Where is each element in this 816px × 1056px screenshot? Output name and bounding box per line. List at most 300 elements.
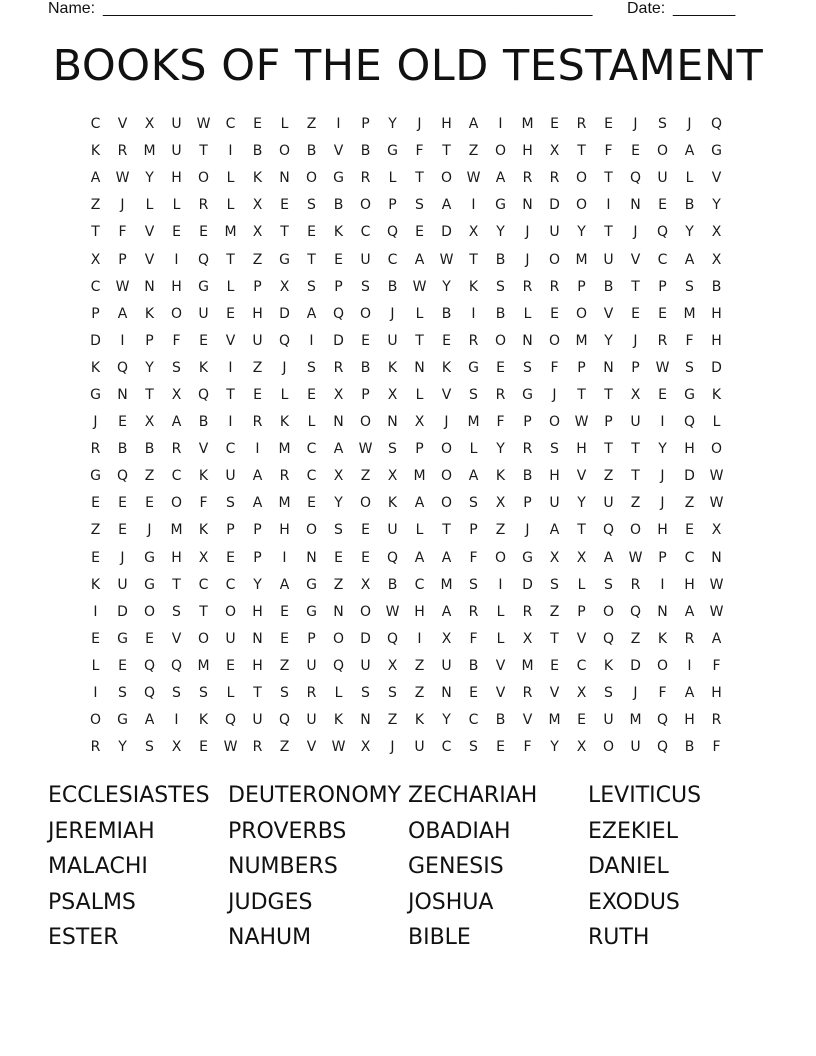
grid-letter: K	[90, 359, 101, 376]
grid-letter: O	[278, 143, 291, 160]
grid-letter: Z	[414, 657, 425, 674]
grid-letter: M	[521, 116, 534, 133]
grid-letter: E	[199, 332, 208, 349]
grid-letter: L	[469, 441, 478, 458]
grid-letter: A	[684, 603, 695, 620]
grid-letter: J	[633, 332, 638, 349]
grid-letter: L	[415, 522, 424, 539]
grid-letter: O	[359, 197, 372, 214]
grid-letter: D	[522, 576, 533, 593]
grid-letter: C	[468, 712, 479, 729]
grid-letter: O	[197, 630, 210, 647]
grid-letter: X	[468, 224, 479, 241]
grid-letter: K	[495, 468, 506, 485]
grid-letter: X	[630, 386, 641, 403]
grid-letter: D	[360, 630, 371, 647]
grid-letter: S	[307, 197, 316, 214]
grid-letter: J	[282, 359, 287, 376]
grid-letter: O	[197, 170, 210, 187]
grid-letter: L	[415, 386, 424, 403]
grid-letter: Q	[386, 630, 399, 647]
grid-letter: M	[683, 305, 696, 322]
grid-letter: X	[387, 468, 398, 485]
grid-letter: M	[548, 712, 561, 729]
grid-letter: H	[171, 549, 182, 566]
grid-letter: Z	[630, 630, 641, 647]
grid-letter: E	[577, 712, 586, 729]
grid-letter: O	[440, 170, 453, 187]
grid-letter: D	[117, 603, 128, 620]
grid-letter: Z	[387, 712, 398, 729]
grid-letter: Q	[170, 657, 183, 674]
grid-letter: S	[172, 359, 181, 376]
grid-letter: V	[144, 251, 155, 268]
word-bank-item: EZEKIEL	[588, 818, 678, 844]
grid-letter: G	[144, 576, 155, 593]
grid-letter: P	[361, 116, 370, 133]
grid-letter: X	[711, 224, 722, 241]
grid-letter: P	[631, 359, 640, 376]
grid-letter: B	[252, 143, 263, 160]
grid-letter: A	[711, 630, 722, 647]
grid-letter: W	[223, 739, 238, 756]
grid-letter: N	[387, 414, 398, 431]
grid-letter: X	[144, 116, 155, 133]
grid-letter: E	[91, 630, 100, 647]
grid-letter: Y	[388, 116, 397, 133]
grid-letter: T	[604, 224, 613, 241]
grid-letter: T	[199, 143, 208, 160]
grid-letter: E	[658, 197, 667, 214]
grid-letter: E	[226, 657, 235, 674]
grid-letter: P	[226, 522, 235, 539]
grid-letter: Z	[252, 359, 263, 376]
grid-letter: N	[333, 414, 344, 431]
grid-letter: J	[525, 522, 530, 539]
grid-letter: J	[444, 414, 449, 431]
grid-letter: N	[279, 170, 290, 187]
grid-letter: N	[144, 278, 155, 295]
grid-letter: Q	[602, 630, 615, 647]
grid-letter: E	[496, 739, 505, 756]
grid-letter: B	[684, 197, 695, 214]
grid-letter: W	[628, 549, 643, 566]
grid-letter: C	[684, 549, 695, 566]
grid-letter: U	[630, 414, 641, 431]
grid-letter: A	[279, 576, 290, 593]
grid-letter: Q	[602, 522, 615, 539]
grid-letter: E	[145, 495, 154, 512]
grid-letter: P	[577, 603, 586, 620]
grid-letter: C	[225, 116, 236, 133]
word-bank-item: DANIEL	[588, 854, 669, 880]
grid-letter: W	[439, 251, 454, 268]
grid-letter: N	[252, 630, 263, 647]
grid-letter: W	[358, 441, 373, 458]
grid-letter: J	[390, 739, 395, 756]
grid-letter: A	[414, 495, 425, 512]
grid-letter: A	[144, 712, 155, 729]
grid-letter: B	[441, 305, 452, 322]
grid-letter: U	[171, 143, 182, 160]
grid-letter: N	[711, 549, 722, 566]
grid-letter: E	[118, 495, 127, 512]
grid-letter: Z	[279, 739, 290, 756]
grid-letter: V	[522, 712, 533, 729]
grid-letter: U	[387, 522, 398, 539]
grid-letter: I	[228, 143, 233, 160]
grid-letter: P	[145, 332, 154, 349]
grid-letter: L	[685, 170, 694, 187]
grid-letter: N	[657, 603, 668, 620]
grid-letter: N	[306, 549, 317, 566]
grid-letter: Q	[143, 657, 156, 674]
grid-letter: S	[388, 685, 397, 702]
grid-letter: Z	[549, 603, 560, 620]
grid-letter: W	[115, 278, 130, 295]
grid-letter: B	[306, 143, 317, 160]
grid-letter: O	[575, 305, 588, 322]
grid-letter: K	[279, 414, 290, 431]
grid-letter: Y	[442, 712, 451, 729]
grid-letter: R	[630, 576, 641, 593]
grid-letter: L	[145, 197, 154, 214]
grid-letter: V	[549, 685, 560, 702]
grid-letter: N	[522, 197, 533, 214]
grid-letter: Q	[197, 251, 210, 268]
grid-letter: X	[279, 278, 290, 295]
grid-letter: F	[550, 359, 559, 376]
grid-letter: A	[414, 251, 425, 268]
grid-letter: A	[252, 495, 263, 512]
grid-letter: K	[657, 630, 668, 647]
grid-letter: U	[360, 251, 371, 268]
grid-letter: Z	[252, 251, 263, 268]
grid-letter: L	[226, 197, 235, 214]
grid-letter: D	[333, 332, 344, 349]
grid-letter: F	[199, 495, 208, 512]
grid-letter: C	[576, 657, 587, 674]
grid-letter: K	[198, 359, 209, 376]
grid-letter: Z	[360, 468, 371, 485]
grid-letter: A	[306, 305, 317, 322]
word-bank-item: GENESIS	[408, 854, 504, 880]
grid-letter: Q	[710, 116, 723, 133]
grid-letter: B	[333, 197, 344, 214]
grid-letter: V	[576, 630, 587, 647]
grid-letter: Z	[603, 468, 614, 485]
grid-letter: H	[684, 576, 695, 593]
grid-letter: T	[172, 576, 181, 593]
grid-letter: Y	[550, 739, 559, 756]
grid-letter: P	[577, 278, 586, 295]
grid-letter: R	[90, 739, 101, 756]
grid-row	[82, 301, 730, 328]
grid-letter: Z	[279, 657, 290, 674]
grid-letter: S	[604, 685, 613, 702]
grid-letter: E	[550, 657, 559, 674]
grid-letter: P	[523, 495, 532, 512]
grid-letter: R	[522, 685, 533, 702]
grid-letter: B	[495, 712, 506, 729]
grid-letter: X	[711, 251, 722, 268]
grid-letter: U	[549, 495, 560, 512]
worksheet-header	[48, 0, 748, 21]
word-bank-item: ESTER	[48, 925, 119, 951]
grid-letter: T	[577, 386, 586, 403]
grid-letter: O	[440, 495, 453, 512]
grid-letter: M	[197, 657, 210, 674]
grid-letter: X	[360, 576, 371, 593]
word-bank-item: DEUTERONOMY	[228, 783, 402, 808]
grid-letter: E	[226, 549, 235, 566]
grid-letter: H	[171, 278, 182, 295]
grid-letter: H	[657, 522, 668, 539]
grid-letter: M	[413, 468, 426, 485]
grid-letter: E	[280, 197, 289, 214]
grid-letter: O	[359, 414, 372, 431]
grid-letter: U	[603, 495, 614, 512]
grid-letter: L	[226, 278, 235, 295]
grid-row	[82, 192, 730, 219]
grid-letter: T	[631, 441, 640, 458]
grid-letter: U	[360, 657, 371, 674]
grid-row	[82, 599, 730, 626]
grid-letter: C	[225, 576, 236, 593]
grid-letter: S	[226, 495, 235, 512]
grid-letter: B	[198, 414, 209, 431]
grid-letter: S	[496, 278, 505, 295]
grid-letter: X	[198, 549, 209, 566]
grid-row	[82, 734, 730, 761]
grid-row	[82, 545, 730, 572]
page-title: BOOKS OF THE OLD TESTAMENT	[52, 41, 764, 91]
grid-letter: L	[226, 685, 235, 702]
grid-letter: S	[685, 359, 694, 376]
grid-letter: X	[414, 414, 425, 431]
grid-letter: T	[469, 251, 478, 268]
grid-letter: I	[498, 116, 503, 133]
grid-letter: F	[658, 685, 667, 702]
grid-letter: C	[657, 251, 668, 268]
grid-letter: T	[145, 386, 154, 403]
grid-letter: U	[117, 576, 128, 593]
grid-letter: P	[523, 414, 532, 431]
grid-letter: K	[441, 359, 452, 376]
grid-letter: S	[685, 278, 694, 295]
grid-letter: A	[495, 170, 506, 187]
grid-letter: K	[603, 657, 614, 674]
grid-letter: O	[494, 549, 507, 566]
grid-letter: P	[658, 278, 667, 295]
grid-letter: X	[333, 386, 344, 403]
grid-letter: I	[174, 712, 179, 729]
grid-letter: A	[117, 305, 128, 322]
grid-letter: X	[252, 224, 263, 241]
grid-letter: S	[361, 685, 370, 702]
grid-letter: G	[333, 170, 344, 187]
grid-letter: I	[120, 332, 125, 349]
grid-letter: J	[120, 549, 125, 566]
grid-letter: B	[522, 468, 533, 485]
grid-letter: F	[523, 739, 532, 756]
grid-letter: W	[709, 576, 724, 593]
grid-letter: W	[709, 495, 724, 512]
grid-letter: S	[550, 441, 559, 458]
grid-letter: E	[658, 305, 667, 322]
grid-letter: H	[549, 468, 560, 485]
grid-row	[82, 517, 730, 544]
grid-letter: Y	[118, 739, 127, 756]
grid-letter: J	[93, 414, 98, 431]
grid-letter: H	[252, 603, 263, 620]
grid-letter: V	[198, 441, 209, 458]
grid-letter: Z	[468, 143, 479, 160]
grid-letter: H	[711, 305, 722, 322]
grid-letter: T	[226, 386, 235, 403]
grid-letter: I	[660, 414, 665, 431]
grid-letter: A	[684, 251, 695, 268]
grid-letter: O	[359, 495, 372, 512]
grid-letter: R	[711, 712, 722, 729]
grid-letter: O	[548, 251, 561, 268]
grid-letter: D	[711, 359, 722, 376]
grid-letter: G	[522, 549, 533, 566]
word-bank-item: OBADIAH	[408, 818, 511, 844]
grid-letter: L	[226, 170, 235, 187]
grid-letter: P	[604, 414, 613, 431]
grid-letter: U	[252, 712, 263, 729]
grid-letter: L	[280, 116, 289, 133]
grid-letter: O	[170, 495, 183, 512]
grid-letter: I	[471, 305, 476, 322]
grid-letter: E	[604, 116, 613, 133]
name-blank-line: _______________________________________________________	[103, 0, 593, 17]
grid-letter: C	[441, 739, 452, 756]
grid-letter: Q	[629, 603, 642, 620]
grid-letter: W	[709, 468, 724, 485]
grid-letter: F	[604, 143, 613, 160]
grid-letter: Y	[685, 224, 694, 241]
grid-letter: P	[253, 278, 262, 295]
grid-letter: E	[658, 386, 667, 403]
grid-letter: R	[549, 170, 560, 187]
grid-letter: L	[172, 197, 181, 214]
grid-letter: K	[387, 495, 398, 512]
grid-letter: R	[252, 739, 263, 756]
grid-letter: Q	[629, 170, 642, 187]
grid-letter: E	[253, 116, 262, 133]
grid-letter: S	[172, 685, 181, 702]
grid-row	[82, 138, 730, 165]
grid-letter: J	[147, 522, 152, 539]
grid-row	[82, 707, 730, 734]
grid-letter: X	[171, 386, 182, 403]
grid-letter: X	[711, 522, 722, 539]
grid-letter: T	[631, 468, 640, 485]
grid-letter: S	[172, 603, 181, 620]
grid-row	[82, 409, 730, 436]
grid-letter: R	[468, 603, 479, 620]
grid-letter: Z	[333, 576, 344, 593]
grid-letter: Z	[414, 685, 425, 702]
grid-letter: P	[253, 549, 262, 566]
grid-letter: V	[495, 685, 506, 702]
grid-letter: L	[91, 657, 100, 674]
grid-letter: Y	[145, 170, 154, 187]
word-bank-item: NAHUM	[228, 925, 312, 951]
grid-letter: Q	[278, 332, 291, 349]
grid-letter: U	[306, 657, 317, 674]
grid-letter: N	[522, 332, 533, 349]
grid-letter: H	[279, 522, 290, 539]
grid-letter: O	[494, 332, 507, 349]
grid-letter: R	[198, 197, 209, 214]
grid-letter: O	[89, 712, 102, 729]
grid-letter: R	[171, 441, 182, 458]
grid-letter: T	[307, 251, 316, 268]
grid-letter: R	[522, 278, 533, 295]
grid-letter: U	[549, 224, 560, 241]
grid-letter: K	[333, 712, 344, 729]
grid-letter: L	[307, 414, 316, 431]
grid-letter: S	[361, 278, 370, 295]
grid-letter: X	[522, 630, 533, 647]
grid-letter: T	[550, 630, 559, 647]
grid-letter: S	[523, 359, 532, 376]
grid-row	[82, 328, 730, 355]
word-bank-item: MALACHI	[48, 854, 148, 880]
grid-letter: M	[467, 414, 480, 431]
grid-row	[82, 382, 730, 409]
grid-letter: Q	[116, 359, 129, 376]
grid-letter: B	[387, 278, 398, 295]
grid-letter: U	[603, 251, 614, 268]
grid-letter: G	[711, 143, 722, 160]
grid-letter: Z	[144, 468, 155, 485]
grid-letter: O	[359, 603, 372, 620]
grid-letter: E	[145, 630, 154, 647]
grid-letter: J	[120, 197, 125, 214]
grid-letter: E	[469, 685, 478, 702]
grid-letter: N	[117, 386, 128, 403]
grid-letter: S	[658, 116, 667, 133]
grid-letter: A	[603, 549, 614, 566]
grid-letter: Z	[90, 522, 101, 539]
grid-letter: P	[361, 386, 370, 403]
grid-letter: I	[660, 576, 665, 593]
grid-row	[82, 572, 730, 599]
grid-letter: C	[198, 576, 209, 593]
grid-letter: E	[91, 495, 100, 512]
grid-letter: X	[387, 386, 398, 403]
grid-letter: I	[336, 116, 341, 133]
grid-letter: M	[278, 495, 291, 512]
word-bank-item: JEREMIAH	[48, 818, 155, 844]
grid-letter: F	[469, 549, 478, 566]
grid-letter: X	[576, 685, 587, 702]
grid-letter: W	[331, 739, 346, 756]
grid-letter: U	[603, 712, 614, 729]
grid-letter: A	[252, 468, 263, 485]
word-bank-item: BIBLE	[408, 925, 471, 951]
grid-letter: E	[631, 305, 640, 322]
grid-letter: T	[226, 251, 235, 268]
grid-letter: M	[575, 332, 588, 349]
grid-letter: A	[414, 549, 425, 566]
grid-row	[82, 653, 730, 680]
grid-letter: S	[307, 359, 316, 376]
